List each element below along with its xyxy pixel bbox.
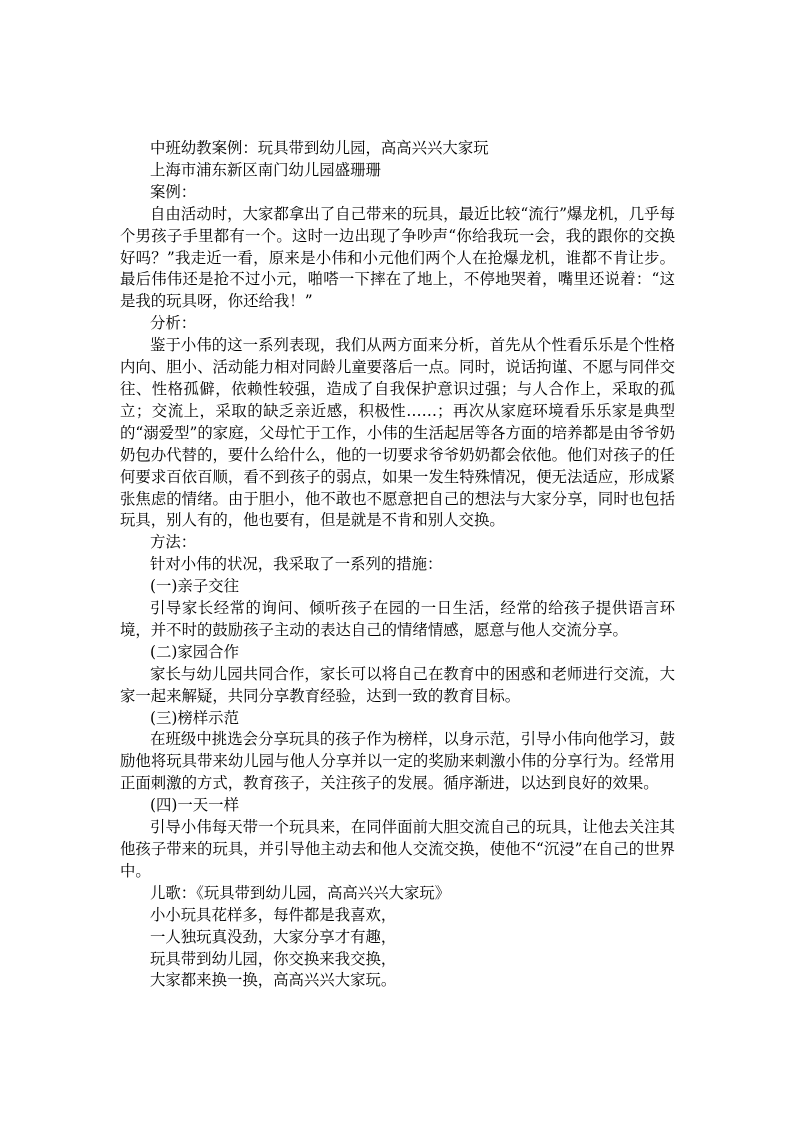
method-intro: 针对小伟的状况，我采取了一系列的措施： bbox=[150, 555, 443, 574]
case-paragraph: 自由活动时，大家都拿出了自己带来的玩具，最近比较“流行”爆龙机，几乎每个男孩子手里都有一个。这时一边出现了争吵声“你给我玩一会，我的跟你的交换好吗？”我走近一看，原来是小伟和小元他们两个人在抢爆龙机，谁都不肯让步。最后伟伟还是抢不过小元，啪嗒一下摔在了地上，不停地哭着，嘴里还说着：“这是我的玩具呀，你还给我！” bbox=[120, 204, 675, 311]
method-3-heading: (三)榜样示范 bbox=[150, 708, 239, 727]
case-heading: 案例： bbox=[150, 182, 197, 201]
method-1-heading: (一)亲子交往 bbox=[150, 577, 239, 596]
method-2-heading: (二)家园合作 bbox=[150, 642, 239, 661]
song-heading: 儿歌：《玩具带到幼儿园，高高兴兴大家玩》 bbox=[150, 883, 451, 902]
song-line: 大家都来换一换，高高兴兴大家玩。 bbox=[150, 971, 397, 990]
analysis-paragraph: 鉴于小伟的这一系列表现，我们从两方面来分析，首先从个性看乐乐是个性格内向、胆小、活动能力相对同龄儿童要落后一点。同时，说话拘谨、不愿与同伴交往、性格孤僻，依赖性较强，造成了自我保护意识过强；与人合作上，采取的孤立；交流上，采取的缺乏亲近感，积极性……；再次从家庭环境看乐乐家是典型的“溺爱型”的家庭，父母忙于工作，小伟的生活起居等各方面的培养都是由爷爷奶奶包办代替的，要什么给什么，他的一切要求爷爷奶奶都会依他。他们对孩子的任何要求百依百顺，看不到孩子的弱点，如果一发生特殊情况，便无法适应，形成紧张焦虑的情绪。由于胆小，他不敢也不愿意把自己的想法与大家分享，同时也包括玩具，别人有的，他也要有，但是就是不肯和别人交换。 bbox=[120, 336, 675, 530]
method-heading: 方法： bbox=[150, 533, 197, 552]
song-line: 玩具带到幼儿园，你交换来我交换， bbox=[150, 949, 397, 968]
method-1-paragraph: 引导家长经常的询问、倾听孩子在园的一日生活，经常的给孩子提供语言环境，并不时的鼓励孩子主动的表达自己的情绪情感，愿意与他人交流分享。 bbox=[120, 599, 675, 639]
method-3-paragraph: 在班级中挑选会分享玩具的孩子作为榜样，以身示范，引导小伟向他学习，鼓励他将玩具带来幼儿园与他人分享并以一定的奖励来刺激小伟的分享行为。经常用正面刺激的方式，教育孩子，关注孩子的发展。循序渐进，以达到良好的效果。 bbox=[120, 730, 675, 793]
author-line: 上海市浦东新区南门幼儿园盛珊珊 bbox=[150, 160, 381, 179]
song-line: 一人独玩真没劲，大家分享才有趣， bbox=[150, 927, 397, 946]
method-4-heading: (四)一天一样 bbox=[150, 796, 239, 815]
method-4-paragraph: 引导小伟每天带一个玩具来，在同伴面前大胆交流自己的玩具，让他去关注其他孩子带来的玩具，并引导他主动去和他人交流交换，使他不“沉浸”在自己的世界中。 bbox=[120, 818, 675, 880]
document-title: 中班幼教案例：玩具带到幼儿园，高高兴兴大家玩 bbox=[150, 139, 489, 157]
method-2-paragraph: 家长与幼儿园共同合作，家长可以将自己在教育中的困惑和老师进行交流，大家一起来解疑，共同分享教育经验，达到一致的教育目标。 bbox=[120, 664, 675, 705]
song-line: 小小玩具花样多，每件都是我喜欢， bbox=[150, 905, 397, 924]
document-body bbox=[120, 138, 675, 992]
analysis-heading: 分析： bbox=[150, 314, 197, 333]
